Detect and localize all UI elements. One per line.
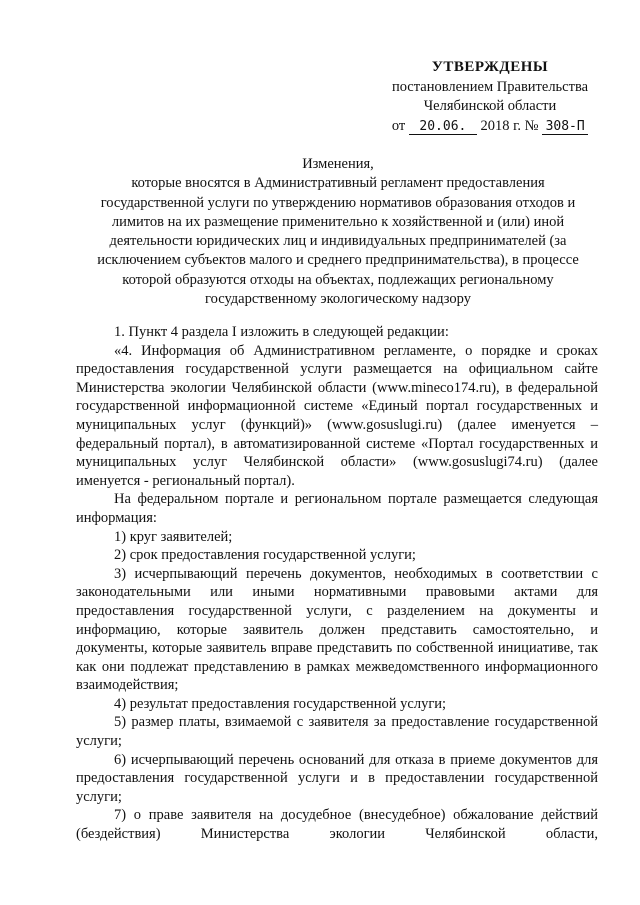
date-value: 20.06.: [409, 119, 477, 135]
document-body: [76, 323, 598, 844]
approval-stamp: [384, 58, 596, 136]
list-item-appeal-right: 7) о праве заявителя на досудебное (внесудебное) обжалование действий (бездействия) Министерства экологии Челябинской области,: [76, 807, 598, 843]
title-line: деятельности юридических лиц и индивидуальных предпринимателей (за: [109, 233, 567, 250]
document-number: 308-П: [542, 119, 588, 135]
title-line: государственному экологическому надзору: [205, 291, 471, 308]
title-line: Изменения,: [302, 156, 374, 172]
list-item-applicants: 1) круг заявителей;: [114, 528, 233, 545]
title-line: которые вносятся в Административный регламент предоставления: [131, 175, 545, 192]
list-item-result: 4) результат предоставления государственной услуги;: [114, 695, 447, 712]
paragraph-info-sources: «4. Информация об Административном регламенте, о порядке и сроках предоставления государственной услуги размещается на официальном сайте Министерства экологии Челябинской области (www.mineco174.ru), в федеральной государственной информационной системе «Единый портал государственных и муниципальных услуг (функций)» (www.gosuslugi.ru) (далее именуется – федеральный портал), в автоматизированной системе «Портал государственных и муниципальных услуг Челябинской области» (www.gosuslugi74.ru) (далее именуется - региональный портал).: [76, 342, 598, 489]
paragraph-item-1: 1. Пункт 4 раздела I изложить в следующей редакции:: [114, 324, 449, 340]
approval-date-line: [384, 117, 596, 137]
date-prefix: от: [391, 117, 406, 134]
approval-heading: УТВЕРЖДЕНЫ: [431, 59, 549, 75]
year-text: 2018 г. №: [480, 117, 539, 134]
title-line: исключением субъектов малого и среднего предпринимательства), в процессе: [97, 252, 579, 269]
title-line: которой образуются отходы на объектах, подлежащих региональному: [122, 271, 554, 288]
list-item-documents: 3) исчерпывающий перечень документов, необходимых в соответствии с законодательными или иными нормативными правовыми актами для предоставления государственной услуги, с разделением на документы и информацию, которые заявитель должен представить самостоятельно, и документы, которые заявитель вправе представить по собственной инициативе, так как они подлежат представлению в рамках межведомственного информационного взаимодействия;: [76, 565, 598, 694]
list-item-refusal-grounds: 6) исчерпывающий перечень оснований для отказа в приеме документов для предоставления государственной услуги и в предоставлении государственной услуги;: [76, 751, 598, 805]
document-title: [78, 155, 598, 309]
approval-line-government: постановлением Правительства: [391, 78, 589, 95]
title-line: лимитов на их размещение применительно к хозяйственной и (или) иной: [111, 213, 565, 230]
title-line: государственной услуги по утверждению нормативов образования отходов и: [100, 194, 576, 211]
approval-line-region: Челябинской области: [423, 98, 557, 114]
list-item-fee: 5) размер платы, взимаемой с заявителя за предоставление государственной услуги;: [76, 714, 598, 750]
paragraph-portal-info: На федеральном портале и региональном портале размещается следующая информация:: [76, 491, 598, 526]
list-item-term: 2) срок предоставления государственной услуги;: [114, 547, 416, 564]
